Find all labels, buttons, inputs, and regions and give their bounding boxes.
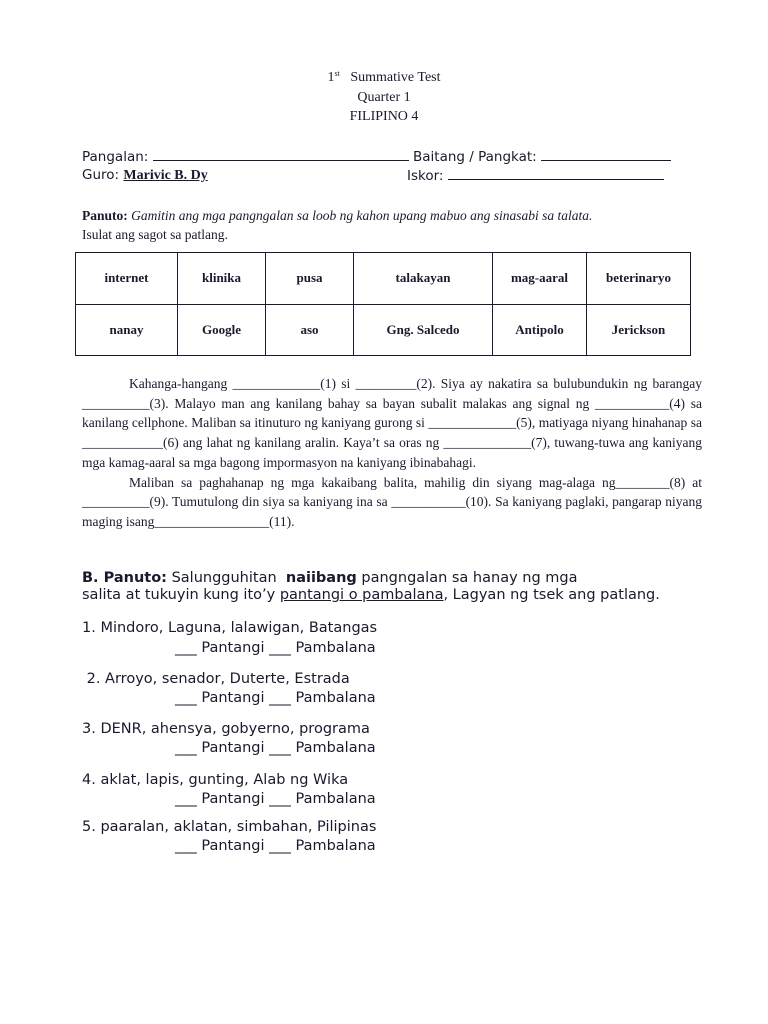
question-5: 5. paaralan, aklatan, simbahan, Pilipinas	[82, 819, 377, 835]
word-bank-row	[76, 253, 691, 305]
part-b-text-1c: pangngalan sa hanay ng mga	[361, 570, 578, 586]
answer-choices-1[interactable]: ___ Pantangi ___ Pambalana	[175, 640, 376, 656]
word-bank-cell: mag-aaral	[493, 253, 587, 305]
word-bank-cell: pusa	[266, 253, 354, 305]
part-b-underlined: pantangi o pambalana	[279, 587, 444, 603]
question-4: 4. aklat, lapis, gunting, Alab ng Wika	[82, 772, 349, 788]
part-a-text-2: Isulat ang sagot sa patlang.	[82, 227, 228, 242]
question-2: 2. Arroyo, senador, Duterte, Estrada	[82, 671, 350, 687]
teacher-name: Marivic B. Dy	[123, 168, 208, 183]
teacher-row	[82, 167, 208, 184]
paragraph-1: Kahanga-hangang _____________(1) si _________(2). Siya ay nakatira sa bulubundukin ng barangay __________(3). Malayo man ang kanilang bahay sa bayan subalit malakas ang signal ng ___________(4) sa kanilang cellphone. Maliban sa itinuturo ng kaniyang gurong si _____________(5), matiyaga niyang hinahanap sa ____________(6) ang lahat ng kanilang aralin. Kaya’t sa oras ng _____________(7), tuwang-tuwa ang kaniyang mga kamag-aaral sa mga bagong impormasyon na kaniyang ibinabahagi.	[82, 376, 702, 470]
part-b-label: B. Panuto:	[82, 570, 167, 586]
test-number-suffix: st	[334, 69, 340, 78]
answer-choices-5[interactable]: ___ Pantangi ___ Pambalana	[175, 838, 376, 854]
word-bank-cell: nanay	[76, 304, 178, 356]
word-bank-cell: talakayan	[354, 253, 493, 305]
grade-blank[interactable]	[541, 148, 671, 161]
fill-in-paragraph	[82, 374, 702, 532]
word-bank-cell: Google	[178, 304, 266, 356]
subject-label: FILIPINO 4	[349, 109, 419, 124]
quarter-label: Quarter 1	[357, 90, 411, 105]
word-bank-table	[75, 252, 691, 356]
part-b-directions-line-1	[82, 570, 578, 586]
word-bank-cell: klinika	[178, 253, 266, 305]
teacher-label: Guro:	[82, 167, 120, 183]
word-bank-cell: Jerickson	[587, 304, 691, 356]
word-bank-cell: Gng. Salcedo	[354, 304, 493, 356]
answer-choices-3[interactable]: ___ Pantangi ___ Pambalana	[175, 740, 376, 756]
name-blank[interactable]	[153, 148, 409, 161]
word-bank-cell: aso	[266, 304, 354, 356]
score-label: Iskor:	[407, 168, 444, 184]
question-1: 1. Mindoro, Laguna, lalawigan, Batangas	[82, 620, 378, 636]
test-title: Summative Test	[350, 70, 441, 85]
part-b-keyword: naiibang	[285, 570, 357, 586]
part-a-text: Gamitin ang mga pangngalan sa loob ng kahon upang mabuo ang sinasabi sa talata.	[131, 208, 593, 223]
name-label: Pangalan:	[82, 149, 149, 165]
answer-choices-4[interactable]: ___ Pantangi ___ Pambalana	[175, 791, 376, 807]
part-b-text-2a: salita at tukuyin kung ito’y	[82, 587, 276, 603]
word-bank-row	[76, 304, 691, 356]
test-title-line	[0, 70, 768, 86]
test-number: 1	[327, 70, 335, 85]
score-row	[407, 167, 664, 184]
part-a-label: Panuto:	[82, 208, 128, 223]
part-b-directions-line-2	[82, 587, 660, 603]
grade-row	[413, 148, 671, 165]
part-b-text-2c: , Lagyan ng tsek ang patlang.	[443, 587, 660, 603]
answer-choices-2[interactable]: ___ Pantangi ___ Pambalana	[175, 690, 376, 706]
score-blank[interactable]	[448, 167, 664, 180]
part-a-directions	[82, 206, 704, 244]
grade-label: Baitang / Pangkat:	[413, 149, 537, 165]
paragraph-2: Maliban sa paghahanap ng mga kakaibang balita, mahilig din siyang mag-alaga ng________(8) at __________(9). Tumutulong din siya sa kaniyang ina sa ___________(10). Sa kaniyang paglaki, pangarap niyang maging isang_________________(11).	[82, 474, 702, 529]
word-bank-cell: beterinaryo	[587, 253, 691, 305]
word-bank-cell: Antipolo	[493, 304, 587, 356]
part-b-text-1a: Salungguhitan	[171, 570, 277, 586]
word-bank-cell: internet	[76, 253, 178, 305]
question-3: 3. DENR, ahensya, gobyerno, programa	[82, 721, 370, 737]
name-row	[82, 148, 409, 165]
